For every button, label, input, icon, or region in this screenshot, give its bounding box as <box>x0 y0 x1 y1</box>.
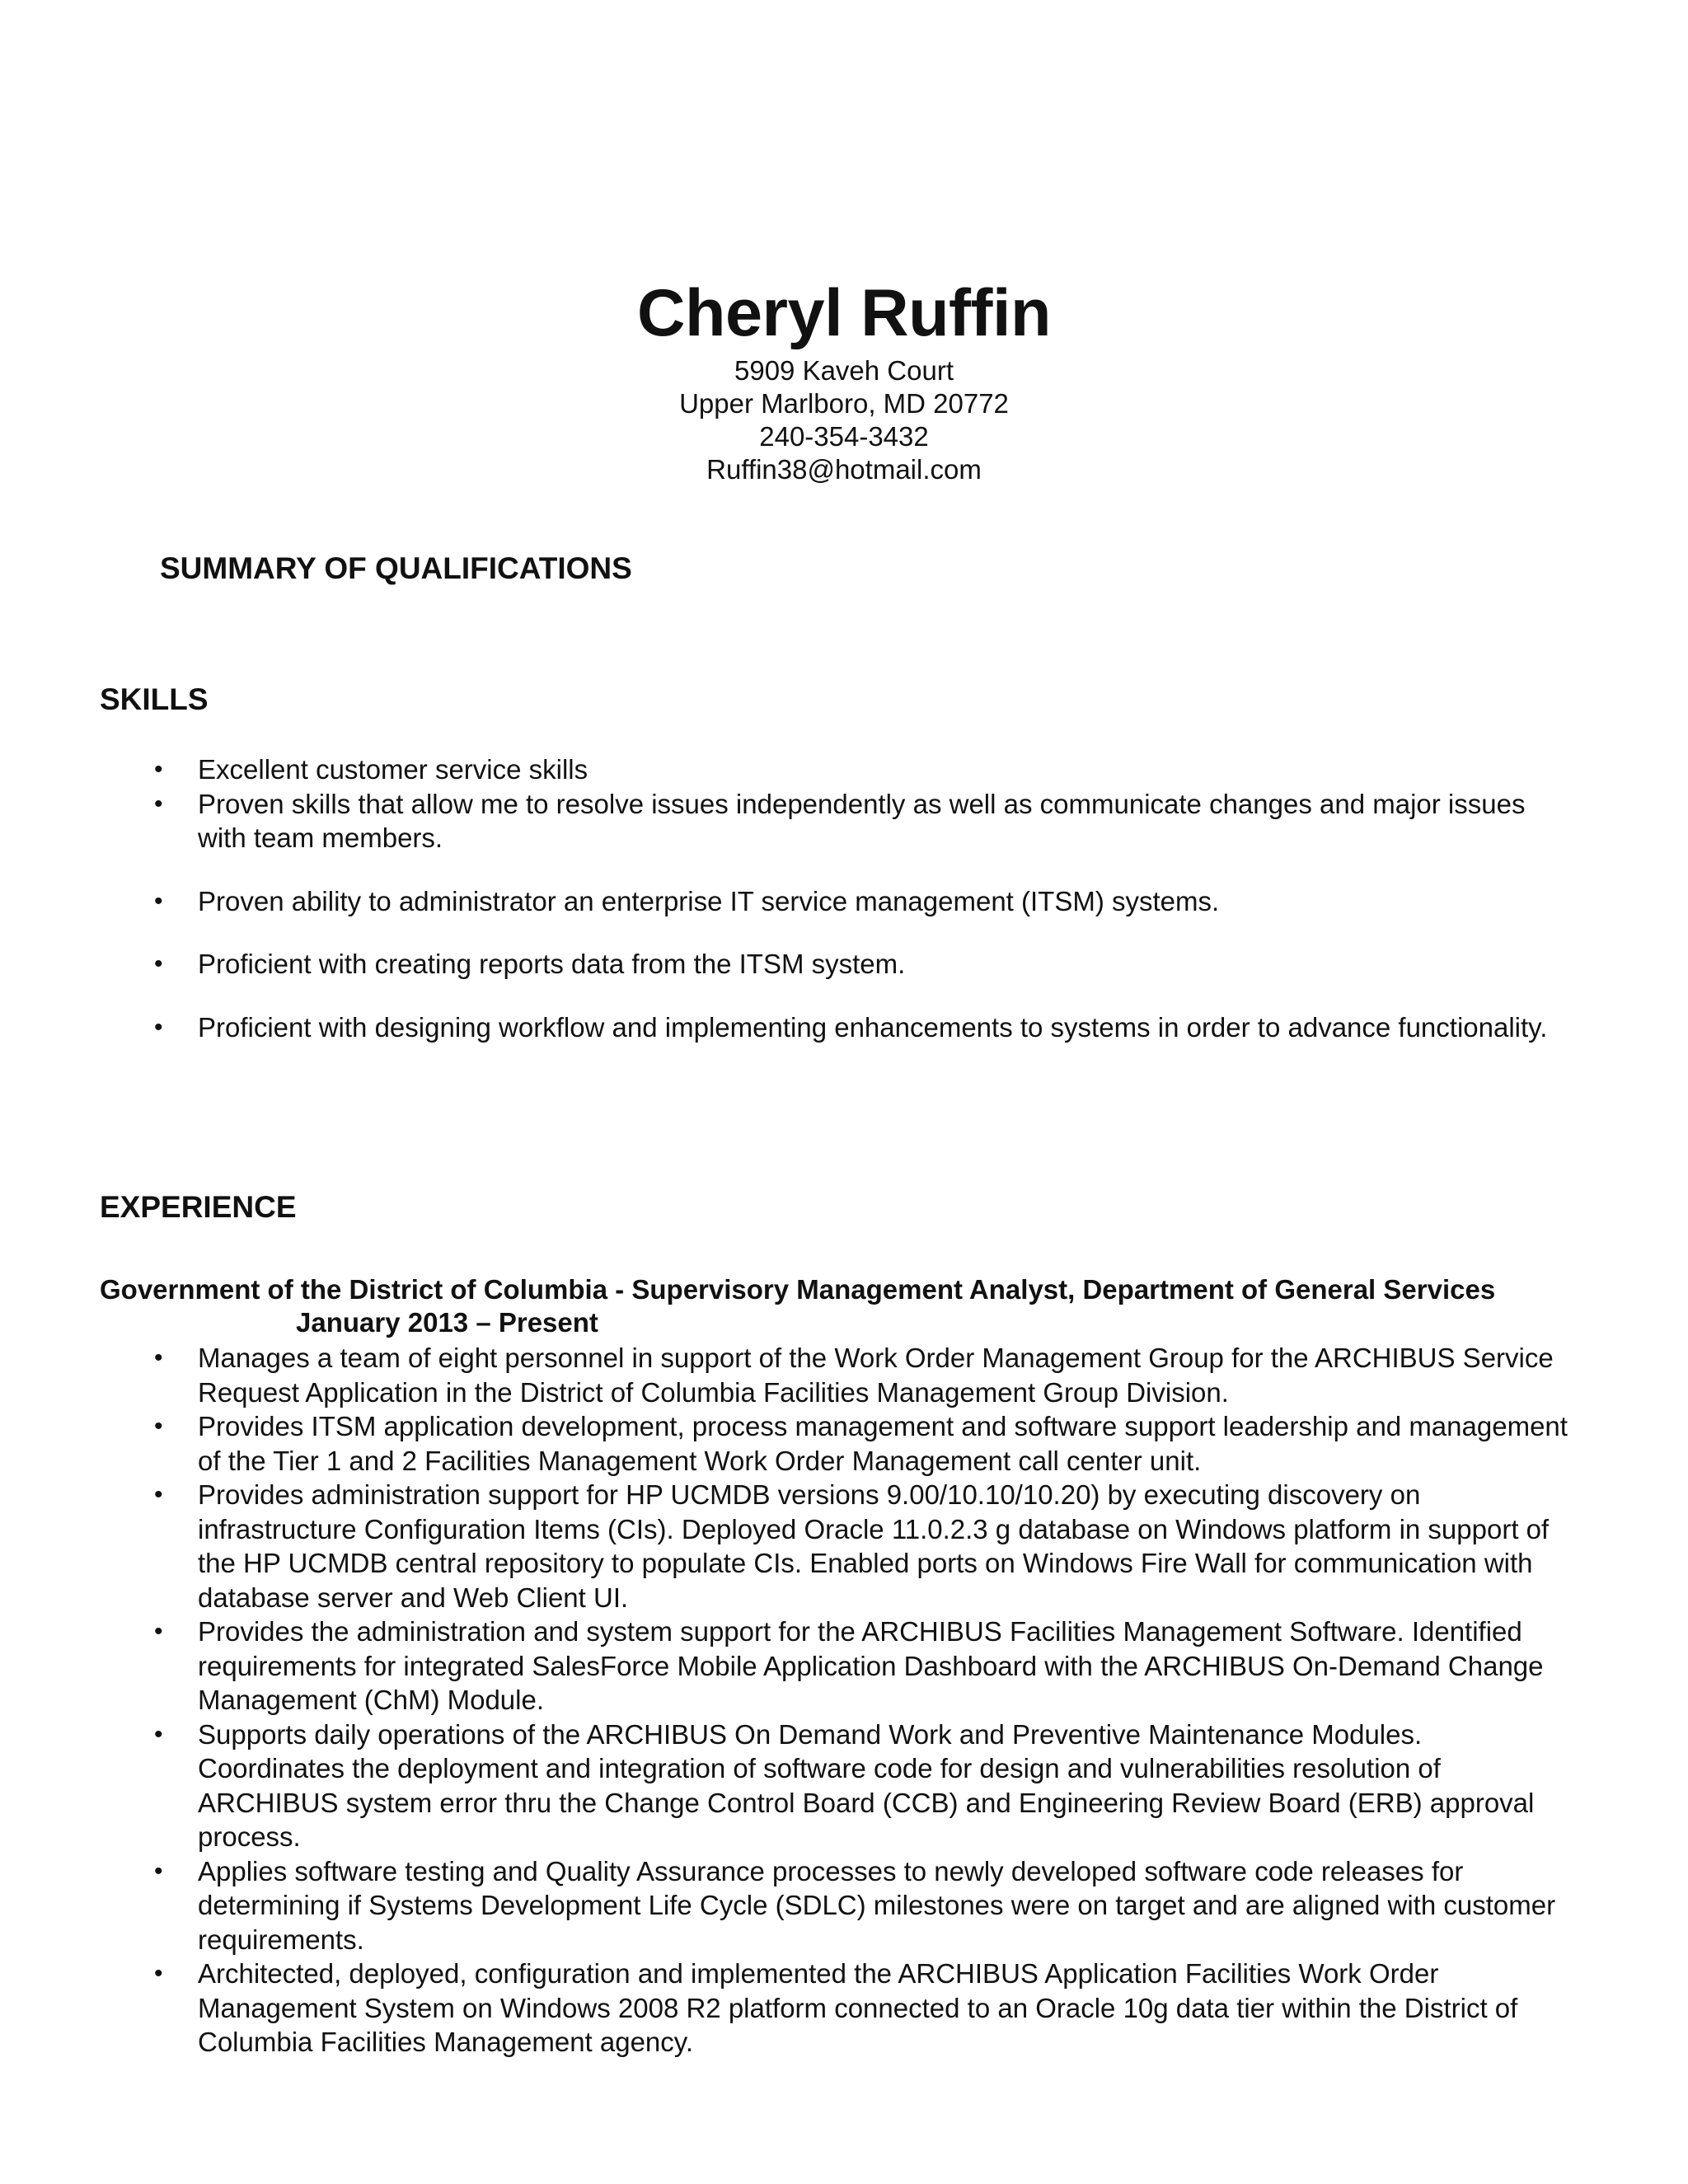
duty-text: Provides the administration and system support for the ARCHIBUS Facilities Management Software. Identified requirements for integrated SalesForce Mobile Application Dashboard with the ARCHIBUS On-Demand Change Management (ChM) Module. <box>198 1616 1544 1715</box>
address-street: 5909 Kaveh Court <box>734 355 954 386</box>
experience-heading: EXPERIENCE <box>100 1190 297 1224</box>
list-item <box>0 787 1688 855</box>
job-title: Government of the District of Columbia - Supervisory Management Analyst, Department of General Services <box>100 1274 1496 1305</box>
list-item <box>0 1957 1688 2060</box>
address-city: Upper Marlboro, MD 20772 <box>679 388 1009 419</box>
summary-heading: SUMMARY OF QUALIFICATIONS <box>160 551 632 585</box>
list-item <box>0 1478 1688 1615</box>
contact-header <box>0 272 1688 486</box>
bullet-icon: • <box>154 790 163 818</box>
list-item <box>0 1409 1688 1478</box>
duty-text: Provides administration support for HP UCMDB versions 9.00/10.10/10.20) by executing discovery on infrastructure Configuration Items (CIs). Deployed Oracle 11.0.2.3 g database on Windows platform in support of the HP UCMDB central repository to populate CIs. Enabled ports on Windows Fire Wall for communication with database server and Web Client UI. <box>198 1479 1550 1613</box>
bullet-icon: • <box>154 1618 163 1645</box>
list-item <box>0 947 1688 982</box>
skill-text: Proficient with creating reports data from the ITSM system. <box>198 949 906 979</box>
duty-text: Architected, deployed, configuration and implemented the ARCHIBUS Application Facilities Work Order Management System on Windows 2008 R2 platform connected to an Oracle 10g data tier within the District of Columbia Facilities Management agency. <box>198 1958 1518 2057</box>
duty-text: Applies software testing and Quality Assurance processes to newly developed software code releases for determining if Systems Development Life Cycle (SDLC) milestones were on target and are aligned with customer requirements. <box>198 1855 1556 1955</box>
bullet-icon: • <box>154 1344 163 1371</box>
job-dates: January 2013 – Present <box>296 1307 598 1338</box>
list-item <box>0 1010 1688 1045</box>
skill-text: Proven ability to administrator an enterprise IT service management (ITSM) systems. <box>198 885 1220 916</box>
list-item <box>0 1718 1688 1854</box>
skills-list <box>0 752 1688 1044</box>
bullet-icon: • <box>154 1960 163 1987</box>
list-item <box>0 1615 1688 1718</box>
duty-text: Supports daily operations of the ARCHIBUS On Demand Work and Preventive Maintenance Modules. Coordinates the deployment and integration of software code for design and vulnerabilities resolution of ARCHIBUS system error thru the Change Control Board (CCB) and Engineering Review Board (ERB) approval process. <box>198 1718 1535 1852</box>
skills-heading: SKILLS <box>100 682 209 716</box>
skill-text: Excellent customer service skills <box>198 754 588 785</box>
candidate-name: Cheryl Ruffin <box>636 276 1051 350</box>
list-item <box>0 1854 1688 1957</box>
skill-text: Proficient with designing workflow and implementing enhancements to systems in order to advance functionality. <box>198 1011 1548 1043</box>
bullet-icon: • <box>154 1413 163 1440</box>
bullet-icon: • <box>154 1720 163 1748</box>
duty-text: Manages a team of eight personnel in support of the Work Order Management Group for the ARCHIBUS Service Request Application in the District of Columbia Facilities Management Group Division. <box>198 1343 1554 1408</box>
phone-number: 240-354-3432 <box>759 421 929 452</box>
bullet-icon: • <box>154 1481 163 1508</box>
list-item <box>0 884 1688 919</box>
bullet-icon: • <box>154 756 163 783</box>
bullet-icon: • <box>154 1857 163 1885</box>
list-item <box>0 1341 1688 1409</box>
bullet-icon: • <box>154 950 163 977</box>
email-address: Ruffin38@hotmail.com <box>706 454 982 485</box>
list-item <box>0 752 1688 787</box>
duty-text: Provides ITSM application development, process management and software support leadership and management of the Tier 1 and 2 Facilities Management Work Order Management call center unit. <box>198 1411 1568 1476</box>
skill-text: Proven skills that allow me to resolve issues independently as well as communicate changes and major issues with team members. <box>198 788 1526 853</box>
experience-list <box>0 1341 1688 2060</box>
bullet-icon: • <box>154 887 163 915</box>
bullet-icon: • <box>154 1013 163 1041</box>
